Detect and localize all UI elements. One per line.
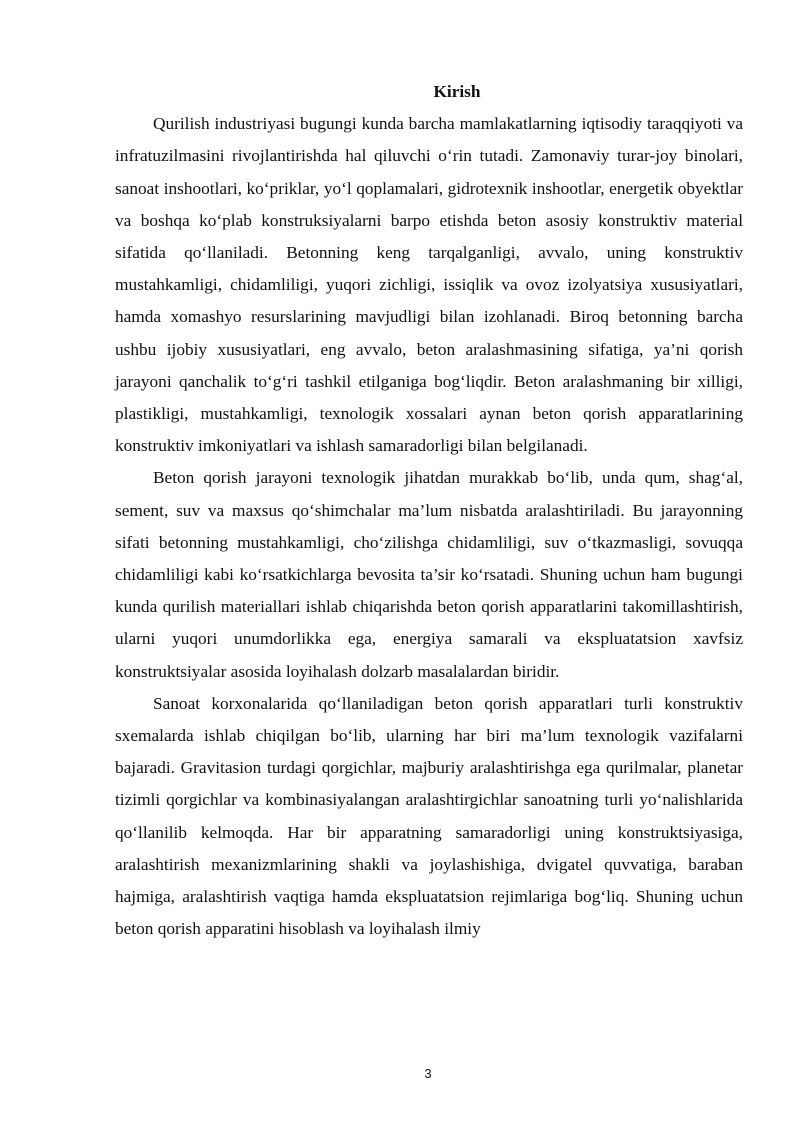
paragraph-3: Sanoat korxonalarida qoʻllaniladigan beton qorish apparatlari turli konstruktiv sxemalarda ishlab chiqilgan boʻlib, ularning har biri ma’lum texnologik vazifalarni bajaradi. Gravitasion turdagi qorgichlar, majburiy aralashtirishga ega qurilmalar, planetar tizimli qorgichlar va kombinasiyalangan aralashtirgichlar sanoatning turli yoʻnalishlarida qoʻllanilib kelmoqda. Har bir apparatning samaradorligi uning konstruktsiyasiga, aralashtirish mexanizmlarining shakli va joylashishiga, dvigatel quvvatiga, baraban hajmiga, aralashtirish vaqtiga hamda ekspluatatsion rejimlariga bogʻliq. Shuning uchun beton qorish apparatini hisoblash va loyihalash ilmiy bbox=[115, 693, 743, 939]
paragraph-2: Beton qorish jarayoni texnologik jihatdan murakkab boʻlib, unda qum, shagʻal, sement, suv va maxsus qoʻshimchalar ma’lum nisbatda aralashtiriladi. Bu jarayonning sifati betonning mustahkamligi, choʻzilishga chidamliligi, suv oʻtkazmasligi, sovuqqa chidamliligi kabi koʻrsatkichlarga bevosita ta’sir koʻrsatadi. Shuning uchun ham bugungi kunda qurilish materiallari ishlab chiqarishda beton qorish apparatlarini takomillashtirish, ularni yuqori unumdorlikka ega, energiya samarali va ekspluatatsion xavfsiz konstruktsiyalar asosida loyihalash dolzarb masalalardan biridir. bbox=[115, 468, 743, 681]
page-title: Kirish bbox=[433, 82, 481, 101]
page-content bbox=[115, 76, 743, 945]
paragraph-1: Qurilish industriyasi bugungi kunda barcha mamlakatlarning iqtisodiy taraqqiyoti va infratuzilmasini rivojlantirishda hal qiluvchi oʻrin tutadi. Zamonaviy turar-joy binolari, sanoat inshootlari, koʻpriklar, yoʻl qoplamalari, gidrotexnik inshootlar, energetik obyektlar va boshqa koʻplab konstruksiyalarni barpo etishda beton asosiy konstruktiv material sifatida qoʻllaniladi. Betonning keng tarqalganligi, avvalo, uning konstruktiv mustahkamligi, chidamliligi, yuqori zichligi, issiqlik va ovoz izolyatsiya xususiyatlari, hamda xomashyo resurslarining mavjudligi bilan izohlanadi. Biroq betonning barcha ushbu ijobiy xususiyatlari, eng avvalo, beton aralashmasining sifatiga, ya’ni qorish jarayoni qanchalik toʻgʻri tashkil etilganiga bogʻliqdir. Beton aralashmaning bir xilligi, plastikligi, mustahkamligi, texnologik xossalari aynan beton qorish apparatlarining konstruktiv imkoniyatlari va ishlash samaradorligi bilan belgilanadi. bbox=[115, 114, 743, 456]
page-number: 3 bbox=[424, 1066, 432, 1081]
